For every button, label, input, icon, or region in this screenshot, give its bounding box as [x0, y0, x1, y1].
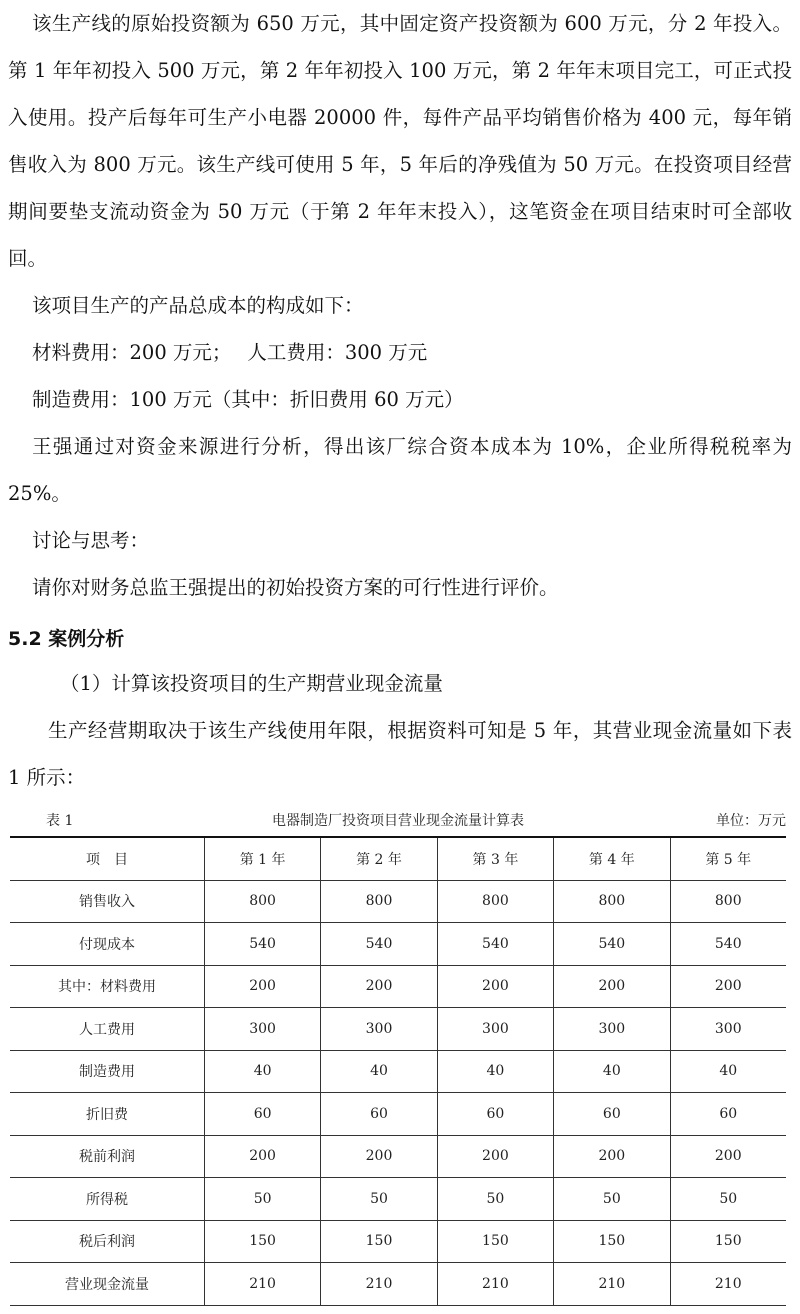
section-heading: 5.2 案例分析: [8, 628, 125, 650]
row-label: 折旧费: [10, 1093, 204, 1136]
table-row: [10, 1263, 786, 1306]
header-year-5: 第 5 年: [670, 837, 786, 880]
paragraph-discussion-heading: 讨论与思考：: [32, 529, 150, 552]
table-cell: 150: [321, 1220, 437, 1263]
table-cell: 540: [321, 923, 437, 966]
row-label: 营业现金流量: [10, 1263, 204, 1306]
table-cell: 60: [204, 1093, 320, 1136]
paragraph-investment-details: 该生产线的原始投资额为 650 万元，其中固定资产投资额为 600 万元，分 2 年投入。第 1 年年初投入 500 万元，第 2 年年初投入 100 万元，第 2 年年末项目完工，可正式投入使用。投产后每年可生产小电器 20000 件，每件产品平均销售价格为 400 元，每年销售收入为 800 万元。该生产线可使用 5 年，5 年后的净残值为 50 万元。在投资项目经营期间要垫支流动资金为 50 万元（于第 2 年年末投入），这笔资金在项目结束时可全部收回。: [8, 12, 792, 270]
table-row: [10, 1050, 786, 1093]
row-label: 付现成本: [10, 923, 204, 966]
table-row: [10, 1135, 786, 1178]
table-cell: 60: [437, 1093, 553, 1136]
table-cell: 200: [554, 965, 670, 1008]
table-cell: 150: [554, 1220, 670, 1263]
table-row: [10, 1178, 786, 1221]
table-cell: 540: [204, 923, 320, 966]
table-title: 电器制造厂投资项目营业现金流量计算表: [272, 813, 524, 829]
paragraph-step-1: （1）计算该投资项目的生产期营业现金流量: [60, 672, 443, 695]
row-label: 其中：材料费用: [10, 965, 204, 1008]
table-row: [10, 1008, 786, 1051]
header-year-3: 第 3 年: [437, 837, 553, 880]
table-cell: 210: [670, 1263, 786, 1306]
header-year-1: 第 1 年: [204, 837, 320, 880]
row-label: 税后利润: [10, 1220, 204, 1263]
cash-flow-table: [10, 836, 786, 1306]
table-cell: 150: [670, 1220, 786, 1263]
table-cell: 200: [321, 1135, 437, 1178]
header-year-2: 第 2 年: [321, 837, 437, 880]
table-cell: 50: [437, 1178, 553, 1221]
table-row: [10, 923, 786, 966]
table-cell: 40: [670, 1050, 786, 1093]
table-cell: 800: [204, 880, 320, 923]
table-cell: 150: [204, 1220, 320, 1263]
table-cell: 540: [554, 923, 670, 966]
row-label: 税前利润: [10, 1135, 204, 1178]
paragraph-cost-intro: 该项目生产的产品总成本的构成如下：: [32, 294, 364, 317]
row-label: 制造费用: [10, 1050, 204, 1093]
table-cell: 300: [204, 1008, 320, 1051]
table-label: 表 1: [46, 813, 74, 829]
header-item: 项 目: [10, 837, 204, 880]
table-cell: 540: [670, 923, 786, 966]
table-caption: [10, 806, 786, 832]
table-cell: 210: [321, 1263, 437, 1306]
table-row: [10, 1093, 786, 1136]
paragraph-capital-cost: 王强通过对资金来源进行分析，得出该厂综合资本成本为 10%，企业所得税税率为 25%。: [8, 435, 792, 505]
table-cell: 800: [670, 880, 786, 923]
table-row: [10, 965, 786, 1008]
row-label: 所得税: [10, 1178, 204, 1221]
table-cell: 300: [437, 1008, 553, 1051]
table-cell: 210: [554, 1263, 670, 1306]
table-unit: 单位：万元: [716, 813, 786, 829]
paragraph-material-labor-cost: 材料费用：200 万元； 人工费用：300 万元: [32, 341, 428, 364]
table-cell: 50: [554, 1178, 670, 1221]
table-header-row: [10, 837, 786, 880]
row-label: 销售收入: [10, 880, 204, 923]
table-cell: 200: [204, 1135, 320, 1178]
table-cell: 40: [321, 1050, 437, 1093]
table-cell: 800: [321, 880, 437, 923]
paragraph-manufacturing-cost: 制造费用：100 万元（其中：折旧费用 60 万元）: [32, 388, 464, 411]
table-cell: 200: [204, 965, 320, 1008]
paragraph-table-intro: 生产经营期取决于该生产线使用年限，根据资料可知是 5 年，其营业现金流量如下表 1 所示：: [8, 719, 792, 789]
table-cell: 200: [437, 965, 553, 1008]
table-cell: 60: [321, 1093, 437, 1136]
table-row: [10, 880, 786, 923]
header-year-4: 第 4 年: [554, 837, 670, 880]
table-cell: 300: [321, 1008, 437, 1051]
table-cell: 60: [554, 1093, 670, 1136]
table-cell: 210: [204, 1263, 320, 1306]
row-label: 人工费用: [10, 1008, 204, 1051]
table-cell: 300: [670, 1008, 786, 1051]
table-cell: 200: [321, 965, 437, 1008]
table-cell: 300: [554, 1008, 670, 1051]
table-cell: 800: [437, 880, 553, 923]
table-cell: 800: [554, 880, 670, 923]
table-cell: 540: [437, 923, 553, 966]
table-cell: 200: [670, 1135, 786, 1178]
table-cell: 200: [670, 965, 786, 1008]
table-cell: 50: [670, 1178, 786, 1221]
table-cell: 40: [204, 1050, 320, 1093]
table-cell: 200: [437, 1135, 553, 1178]
table-cell: 40: [554, 1050, 670, 1093]
table-cell: 50: [204, 1178, 320, 1221]
table-row: [10, 1220, 786, 1263]
table-cell: 40: [437, 1050, 553, 1093]
table-cell: 210: [437, 1263, 553, 1306]
table-cell: 200: [554, 1135, 670, 1178]
table-cell: 50: [321, 1178, 437, 1221]
table-cell: 60: [670, 1093, 786, 1136]
table-cell: 150: [437, 1220, 553, 1263]
paragraph-discussion-question: 请你对财务总监王强提出的初始投资方案的可行性进行评价。: [32, 576, 559, 599]
